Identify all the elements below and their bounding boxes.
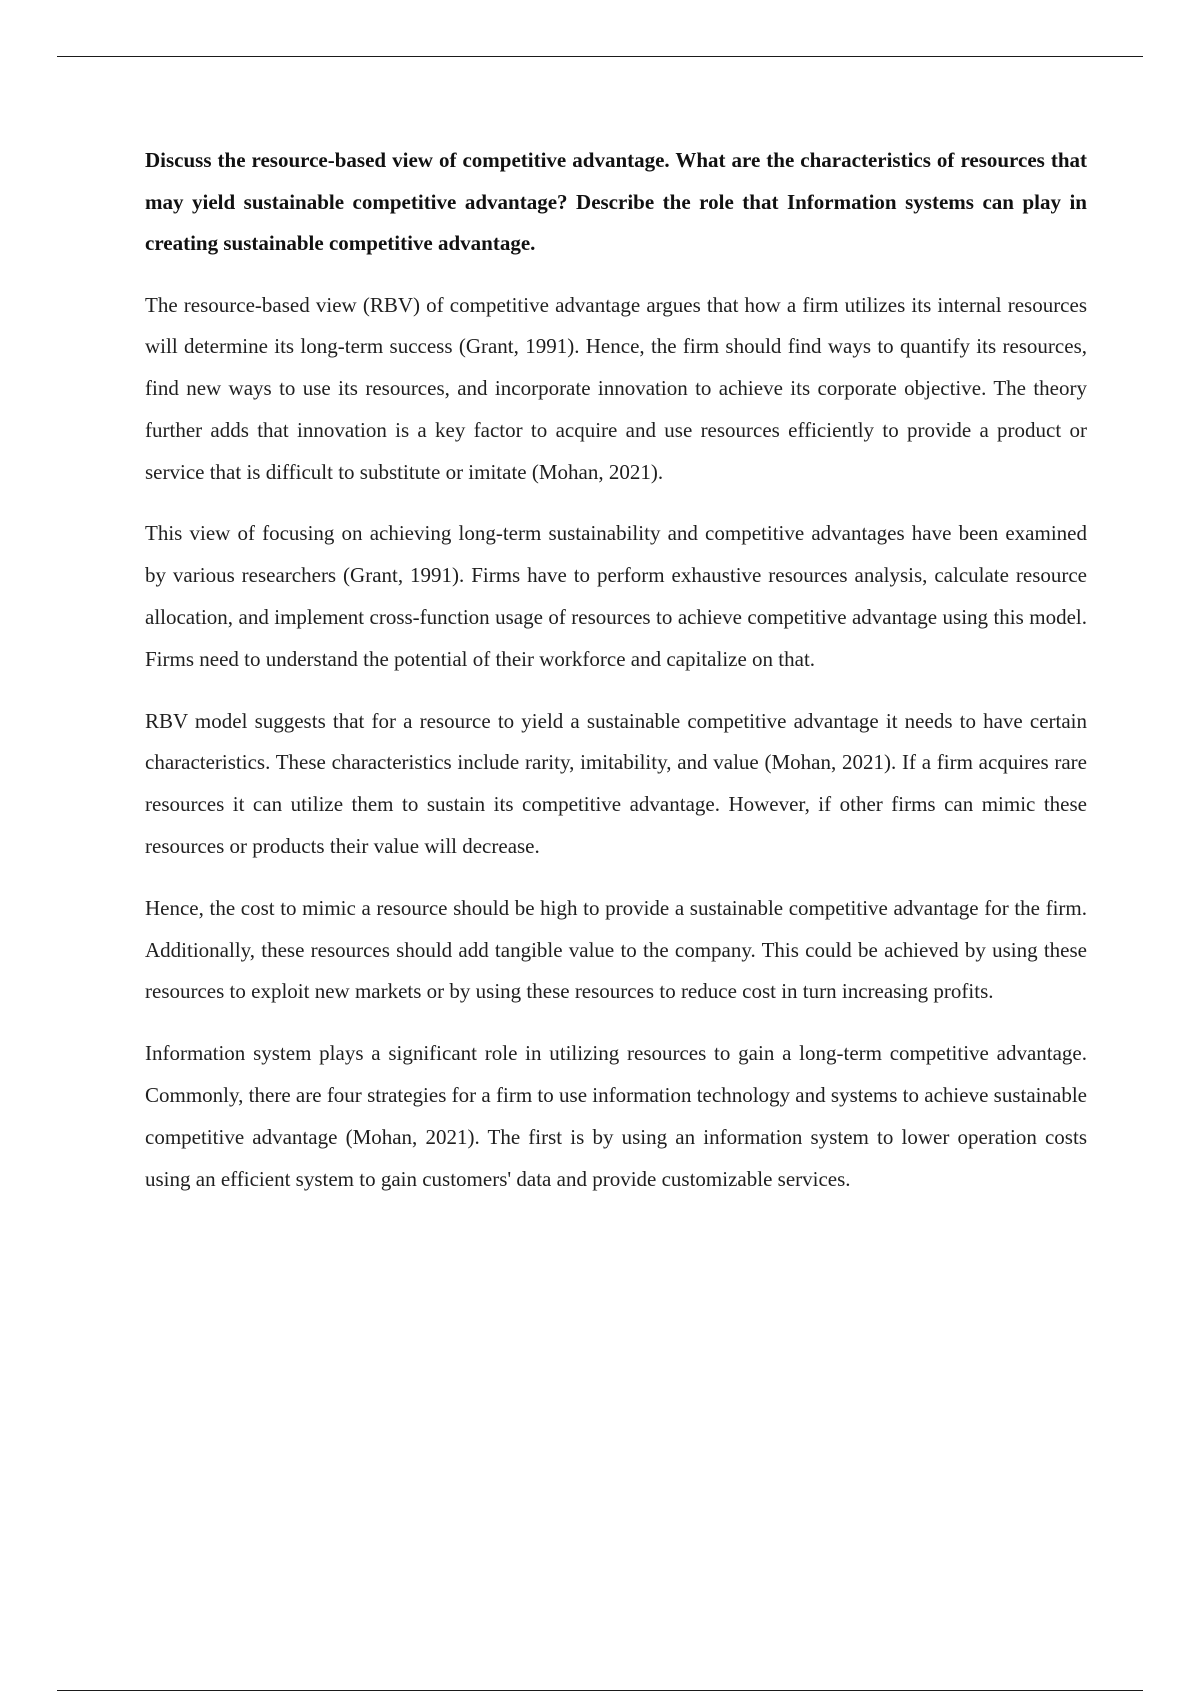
question-heading: Discuss the resource-based view of competitive advantage. What are the characteristics of resources that may yield sustainable competitive advantage? Describe the role that Information systems can play in creating sustainable competitive advantage.	[145, 148, 1087, 255]
paragraph-2: This view of focusing on achieving long-term sustainability and competitive advantages have been examined by various researchers (Grant, 1991). Firms have to perform exhaustive resources analysis, calculate resource allocation, and implement cross-function usage of resources to achieve competitive advantage using this model. Firms need to understand the potential of their workforce and capitalize on that.	[145, 521, 1087, 671]
footer-rule	[57, 1690, 1143, 1691]
paragraph-3: RBV model suggests that for a resource to yield a sustainable competitive advantage it needs to have certain characteristics. These characteristics include rarity, imitability, and value (Mohan, 2021). If a firm acquires rare resources it can utilize them to sustain its competitive advantage. However, if other firms can mimic these resources or products their value will decrease.	[145, 708, 1087, 859]
document-body	[145, 140, 1087, 1220]
paragraph-1: The resource-based view (RBV) of competitive advantage argues that how a firm utilizes its internal resources will determine its long-term success (Grant, 1991). Hence, the firm should find ways to quantify its resources, find new ways to use its resources, and incorporate innovation to achieve its corporate objective. The theory further adds that innovation is a key factor to acquire and use resources efficiently to provide a product or service that is difficult to substitute or imitate (Mohan, 2021).	[145, 292, 1087, 484]
paragraph-5: Information system plays a significant role in utilizing resources to gain a long-term competitive advantage. Commonly, there are four strategies for a firm to use information technology and systems to achieve sustainable competitive advantage (Mohan, 2021). The first is by using an information system to lower operation costs using an efficient system to gain customers' data and provide customizable services.	[145, 1041, 1087, 1191]
paragraph-4: Hence, the cost to mimic a resource should be high to provide a sustainable competitive advantage for the firm. Additionally, these resources should add tangible value to the company. This could be achieved by using these resources to exploit new markets or by using these resources to reduce cost in turn increasing profits.	[145, 895, 1087, 1004]
header-rule	[57, 56, 1143, 57]
